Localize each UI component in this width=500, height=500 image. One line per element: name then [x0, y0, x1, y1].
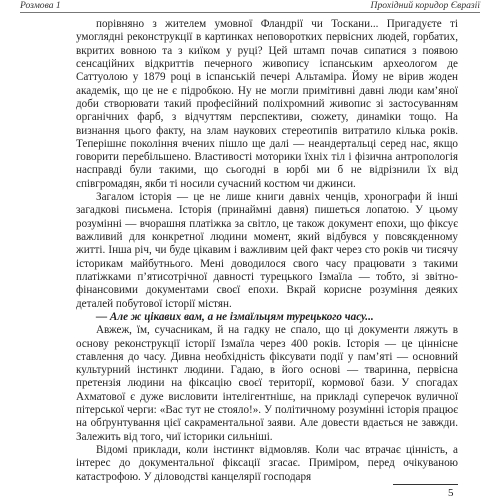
paragraph-4: Відомі приклади, коли інстинкт відмовляв. Коли час втрачає цінність, а інтерес до документальної фіксації згасає. Приміром, перед очікуваною катастрофою. У діловодстві канцелярії господаря	[76, 444, 458, 483]
body-text	[76, 18, 458, 484]
paragraph-3: Авжеж, їм, сучасникам, й на гадку не спало, що ці документи ляжуть в основу реконструкції історії Ізмаїла через 400 років. Історія — це ціннісне ставлення до часу. Дивна необхідність фіксувати події у пам’яті — основний культурний інстинкт людини. Гадаю, в його основі — тваринна, первісна претензія людини на фіксацію своєї території, кормової бази. У спогадах Ахматової є дуже висловити інтелігентнішє, на прикладі суперечок вуличної пітерської черги: «Вас тут не стояло!». У політичному розумінні історія працює на обґрунтування цієї сакраментальної заяви. Але довести вдається не завжди. Залежить від того, чиї історики сильніші.	[76, 324, 458, 443]
running-header	[20, 0, 480, 11]
interviewer-question: — Але ж цікавих вам, а не ізмаїльцям турецького часу...	[96, 310, 374, 323]
header-rule	[20, 12, 480, 13]
paragraph-1: порівняно з жителем умовної Фландрії чи Тоскани... Пригадуєте ті умоглядні реконструкції в картинках неповоротких первісних людей, горбатих, вкритих вовною та з киїком у руці? Цей штамп почав сипатися з появою сенсаційних відкриттів печерного живопису іспанським археологом де Саттуолою у 1879 році в іспанській печері Альтаміра. Йому не вірив жоден академік, що це не є підробкою. Ну не могли примітивні давні люди кам’яної доби створювати такий професійний поліхромний живопис зі застосуванням органічних фарб, з відчуттям перспективи, сюжету, динаміки тощо. На визнання цього факту, на злам наукових стереотипів витратило кілька років. Теперішнє покоління вчених пішло ще далі — неандертальці серед нас, якщо говорити перебільшено. Властивості моторики їхніх тіл і фізична антропологія насправді були такими, що сьогодні в юрбі ми б не відрізнили їх від співгромадян, якби ті носили сучасний костюм чи джинси.	[76, 18, 458, 190]
header-chapter: Розмова 1	[20, 0, 61, 11]
paragraph-2: Загалом історія — це не лише книги давніх ченців, хронографи й інші загадкові письмена. Історія (принаймні давня) пишеться лопатою. У цьому розумінні — вчорашня платіжка за світло, це також документ епохи, що фіксує важливий для конкретної людини момент, який відбувся у повсякденному житті. Інша річ, чи буде цікавим і важливим цей факт через сто років чи тисячу історикам майбутнього. Мені доводилося свого часу працювати з такими платіжками п’ятисотрічної давності турецького Ізмаїла — тобто, зі звітно-фінансовими документами своєї епохи. Вкрай корисне розуміння деяких деталей побутової історії містян.	[76, 191, 458, 310]
page-number: 5	[448, 487, 454, 499]
footer-rule	[393, 484, 458, 485]
header-book-title: Прохідний коридор Євразії	[370, 0, 480, 11]
